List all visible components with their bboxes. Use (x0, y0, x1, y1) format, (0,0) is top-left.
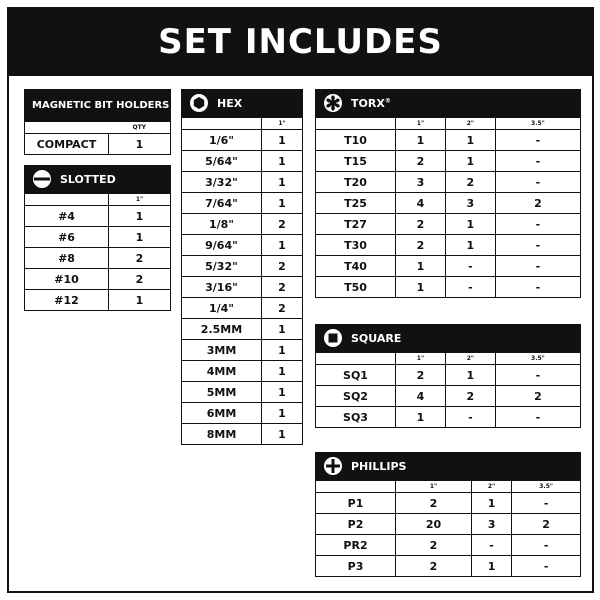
row-value: 1 (396, 407, 446, 428)
column-header: 3.5" (495, 353, 580, 365)
table-row (316, 256, 581, 277)
row-value: 1 (262, 130, 303, 151)
hex-table (181, 117, 303, 445)
magnetic-title: MAGNETIC BIT HOLDERS (32, 100, 170, 111)
square-panel (315, 324, 581, 428)
column-header: 3.5" (495, 118, 580, 130)
row-label: 7/64" (182, 193, 262, 214)
row-value: 1 (262, 361, 303, 382)
table-row (316, 407, 581, 428)
row-label: #6 (25, 227, 109, 248)
blank-cell (182, 118, 262, 130)
torx-header (315, 89, 581, 117)
row-value: 2 (109, 248, 171, 269)
row-value: 1 (262, 151, 303, 172)
row-label: #10 (25, 269, 109, 290)
row-value: 2 (262, 256, 303, 277)
table-row (316, 556, 581, 577)
row-label: 1/6" (182, 130, 262, 151)
row-value: - (471, 535, 511, 556)
row-value: 1 (109, 290, 171, 311)
table-row (182, 403, 303, 424)
row-label: 6MM (182, 403, 262, 424)
row-label: T40 (316, 256, 396, 277)
row-label: #4 (25, 206, 109, 227)
column-header: 1" (109, 194, 171, 206)
row-label: #8 (25, 248, 109, 269)
row-label: T10 (316, 130, 396, 151)
table-row (316, 214, 581, 235)
row-label: P1 (316, 493, 396, 514)
row-value: - (495, 151, 580, 172)
row-value: 2 (445, 172, 495, 193)
row-value: 1 (396, 277, 446, 298)
table-row (25, 290, 171, 311)
row-value: 1 (262, 235, 303, 256)
row-value: 1 (396, 130, 446, 151)
table-row (182, 340, 303, 361)
row-value: 3 (445, 193, 495, 214)
row-value: - (495, 235, 580, 256)
registered-mark: ® (384, 96, 391, 104)
row-label: 1/4" (182, 298, 262, 319)
table-row (182, 298, 303, 319)
torx-table (315, 117, 581, 298)
table-row (182, 235, 303, 256)
column-header: 2" (471, 481, 511, 493)
magnetic-table (24, 121, 171, 155)
square-title: SQUARE (351, 331, 402, 345)
row-value: 1 (471, 493, 511, 514)
row-value: 2 (262, 277, 303, 298)
table-row (316, 193, 581, 214)
row-value: 3 (396, 172, 446, 193)
table-row (25, 134, 171, 155)
column-header: 1" (262, 118, 303, 130)
column-header: 1" (396, 353, 446, 365)
table-row (182, 382, 303, 403)
row-value: 2 (109, 269, 171, 290)
table-row (182, 172, 303, 193)
row-label: SQ3 (316, 407, 396, 428)
table-row (316, 130, 581, 151)
row-value: 1 (262, 403, 303, 424)
column-header-row (316, 118, 581, 130)
table-row (316, 277, 581, 298)
blank-cell (316, 481, 396, 493)
row-label: 8MM (182, 424, 262, 445)
row-value: 2 (262, 298, 303, 319)
table-row (182, 277, 303, 298)
torx-icon (323, 93, 343, 113)
table-row (182, 424, 303, 445)
row-label: SQ2 (316, 386, 396, 407)
row-value: 1 (445, 235, 495, 256)
torx-panel (315, 89, 581, 298)
row-value: 2 (396, 235, 446, 256)
row-value: 2 (396, 556, 472, 577)
row-label: 5/64" (182, 151, 262, 172)
row-label: T30 (316, 235, 396, 256)
row-label: SQ1 (316, 365, 396, 386)
row-value: 1 (471, 556, 511, 577)
phillips-panel (315, 452, 581, 577)
hex-header (181, 89, 303, 117)
page-title: SET INCLUDES (9, 9, 592, 76)
row-value: 2 (512, 514, 581, 535)
table-row (25, 269, 171, 290)
row-value: 1 (262, 424, 303, 445)
column-header: 2" (445, 353, 495, 365)
row-value: - (495, 365, 580, 386)
row-label: #12 (25, 290, 109, 311)
column-header-row (316, 481, 581, 493)
column-header-row (316, 353, 581, 365)
torx-title (351, 97, 391, 110)
row-label: 4MM (182, 361, 262, 382)
row-label: 5MM (182, 382, 262, 403)
phillips-header (315, 452, 581, 480)
row-value: - (512, 556, 581, 577)
set-includes-sheet (7, 7, 594, 593)
row-value: 1 (262, 340, 303, 361)
hex-icon (189, 93, 209, 113)
row-label: 9/64" (182, 235, 262, 256)
row-value: 1 (445, 365, 495, 386)
row-value: 1 (445, 151, 495, 172)
blank-cell (25, 122, 109, 134)
qty-label: QTY (109, 122, 171, 134)
row-value: - (495, 407, 580, 428)
row-value: 20 (396, 514, 472, 535)
table-row (316, 235, 581, 256)
row-value: - (512, 493, 581, 514)
table-row (25, 206, 171, 227)
row-value: 2 (445, 386, 495, 407)
column-header: 2" (445, 118, 495, 130)
row-value: 1 (109, 134, 171, 155)
row-value: 4 (396, 386, 446, 407)
row-label: 3MM (182, 340, 262, 361)
row-label: 5/32" (182, 256, 262, 277)
table-row (182, 319, 303, 340)
square-header (315, 324, 581, 352)
slotted-table (24, 193, 171, 311)
row-value: - (445, 256, 495, 277)
slotted-header (24, 165, 171, 193)
row-value: 2 (495, 193, 580, 214)
row-value: 4 (396, 193, 446, 214)
row-value: 2 (262, 214, 303, 235)
magnetic-subheader (25, 122, 171, 134)
row-label: 1/8" (182, 214, 262, 235)
table-row (182, 193, 303, 214)
column-header-row (25, 194, 171, 206)
magnetic-panel (24, 89, 171, 155)
row-value: 1 (445, 214, 495, 235)
table-row (25, 227, 171, 248)
row-value: 1 (109, 206, 171, 227)
table-row (316, 514, 581, 535)
row-value: - (495, 277, 580, 298)
blank-cell (316, 353, 396, 365)
table-row (316, 172, 581, 193)
magnetic-header (24, 89, 171, 121)
row-value: 2 (396, 151, 446, 172)
phillips-title: PHILLIPS (351, 459, 407, 473)
slotted-icon (32, 169, 52, 189)
table-row (316, 151, 581, 172)
row-value: 1 (262, 172, 303, 193)
row-label: T25 (316, 193, 396, 214)
table-row (316, 386, 581, 407)
row-value: - (495, 256, 580, 277)
row-value: 2 (495, 386, 580, 407)
table-row (182, 130, 303, 151)
square-table (315, 352, 581, 428)
table-row (182, 256, 303, 277)
row-value: 2 (396, 365, 446, 386)
table-row (316, 493, 581, 514)
row-value: 1 (262, 382, 303, 403)
column-header: 3.5" (512, 481, 581, 493)
slotted-title: SLOTTED (60, 172, 116, 186)
row-value: 2 (396, 214, 446, 235)
row-value: - (495, 172, 580, 193)
row-value: 3 (471, 514, 511, 535)
row-value: 1 (445, 130, 495, 151)
row-label: T27 (316, 214, 396, 235)
phillips-icon (323, 456, 343, 476)
column-header: 1" (396, 481, 472, 493)
phillips-table (315, 480, 581, 577)
blank-cell (25, 194, 109, 206)
row-label: 2.5MM (182, 319, 262, 340)
torx-title-text: TORX (351, 96, 385, 110)
row-label: P2 (316, 514, 396, 535)
row-label: PR2 (316, 535, 396, 556)
square-icon (323, 328, 343, 348)
column-header: 1" (396, 118, 446, 130)
table-row (316, 365, 581, 386)
table-row (25, 248, 171, 269)
row-label: T20 (316, 172, 396, 193)
table-row (182, 361, 303, 382)
row-value: 2 (396, 535, 472, 556)
row-value: - (445, 277, 495, 298)
row-label: 3/32" (182, 172, 262, 193)
row-value: 2 (396, 493, 472, 514)
row-value: 1 (262, 193, 303, 214)
row-value: - (495, 214, 580, 235)
slotted-panel (24, 165, 171, 311)
row-value: - (445, 407, 495, 428)
row-label: P3 (316, 556, 396, 577)
row-value: 1 (109, 227, 171, 248)
row-value: - (512, 535, 581, 556)
hex-title: HEX (217, 96, 243, 110)
row-label: T15 (316, 151, 396, 172)
table-row (316, 535, 581, 556)
blank-cell (316, 118, 396, 130)
row-value: - (495, 130, 580, 151)
row-label: T50 (316, 277, 396, 298)
row-label: COMPACT (25, 134, 109, 155)
row-label: 3/16" (182, 277, 262, 298)
table-row (182, 214, 303, 235)
row-value: 1 (262, 319, 303, 340)
row-value: 1 (396, 256, 446, 277)
column-header-row (182, 118, 303, 130)
hex-panel (181, 89, 303, 445)
table-row (182, 151, 303, 172)
